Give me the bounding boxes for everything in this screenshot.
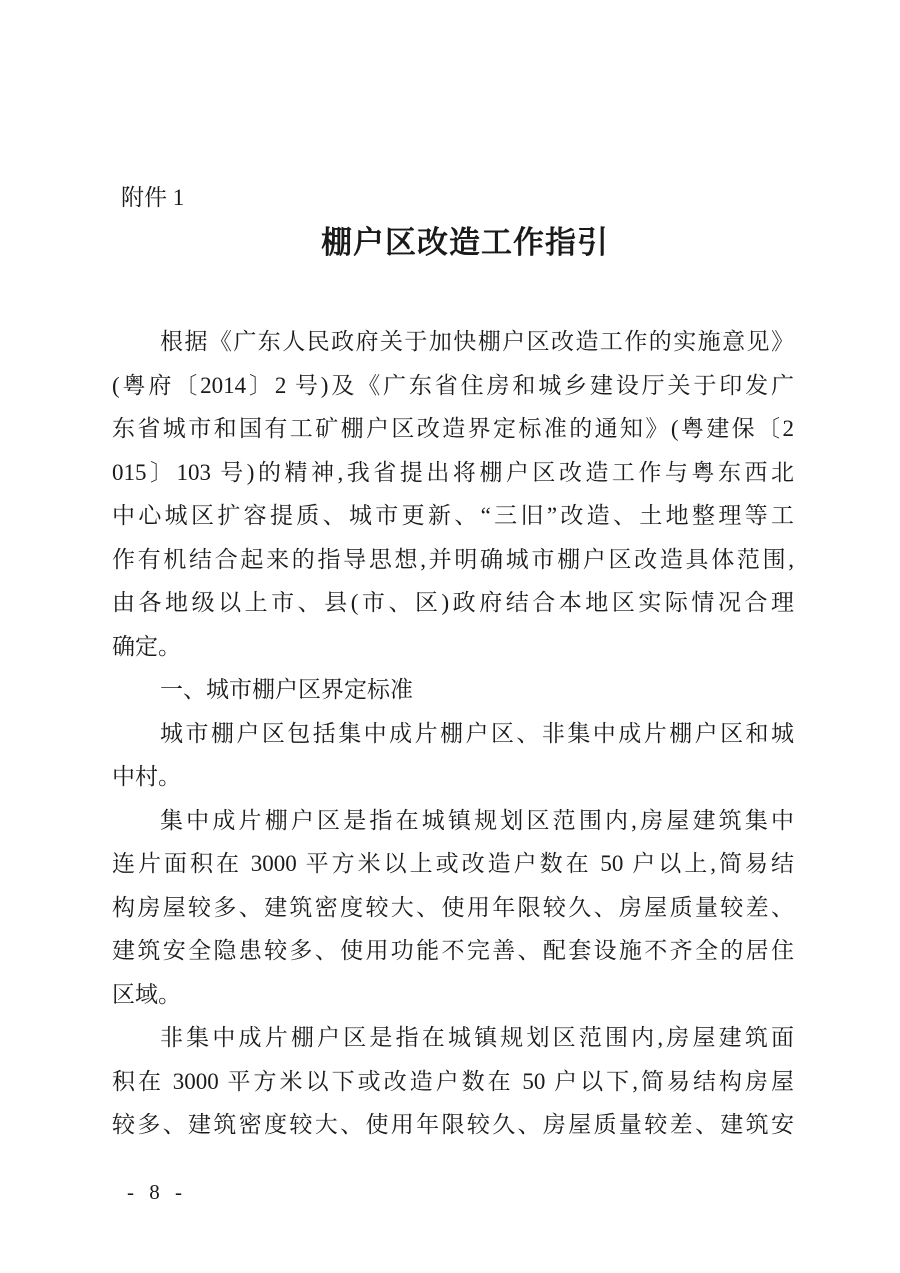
- text-line: 城市棚户区包括集中成片棚户区、非集中成片棚户区和城: [160, 720, 794, 746]
- text-line: 非集中成片棚户区是指在城镇规划区范围内,房屋建筑面: [160, 1025, 794, 1050]
- text-line: (粤府〔2014〕2 号)及《广东省住房和城乡建设厅关于印发广: [112, 372, 794, 398]
- text-line: 根据《广东人民政府关于加快棚户区改造工作的实施意见》: [160, 329, 794, 354]
- text-line: 构房屋较多、建筑密度较大、使用年限较久、房屋质量较差、: [112, 894, 794, 920]
- text-line: 由各地级以上市、县(市、区)政府结合本地区实际情况合理: [112, 590, 794, 615]
- text-line: 015〕103 号)的精神,我省提出将棚户区改造工作与粤东西北: [112, 459, 794, 485]
- text-line: 东省城市和国有工矿棚户区改造界定标准的通知》(粤建保〔2: [112, 416, 794, 441]
- page-number: - 8 -: [127, 1180, 184, 1204]
- text-line: 中心城区扩容提质、城市更新、“三旧”改造、土地整理等工: [112, 503, 794, 528]
- text-line: 较多、建筑密度较大、使用年限较久、房屋质量较差、建筑安: [112, 1112, 794, 1137]
- text-line: 中村。: [112, 764, 181, 789]
- document-body: [112, 320, 794, 1147]
- text-line: 作有机结合起来的指导思想,并明确城市棚户区改造具体范围,: [112, 546, 794, 572]
- document-title: 棚户区改造工作指引: [321, 225, 609, 260]
- section-heading: 一、城市棚户区界定标准: [160, 677, 413, 702]
- attachment-label: 附件 1: [121, 185, 185, 210]
- text-line: 确定。: [112, 633, 181, 659]
- text-line: 区域。: [112, 981, 181, 1007]
- text-line: 积在 3000 平方米以下或改造户数在 50 户以下,简易结构房屋: [112, 1068, 794, 1094]
- text-line: 集中成片棚户区是指在城镇规划区范围内,房屋建筑集中: [160, 807, 794, 833]
- text-line: 连片面积在 3000 平方米以上或改造户数在 50 户以上,简易结: [112, 851, 794, 876]
- text-line: 建筑安全隐患较多、使用功能不完善、配套设施不齐全的居住: [112, 938, 794, 963]
